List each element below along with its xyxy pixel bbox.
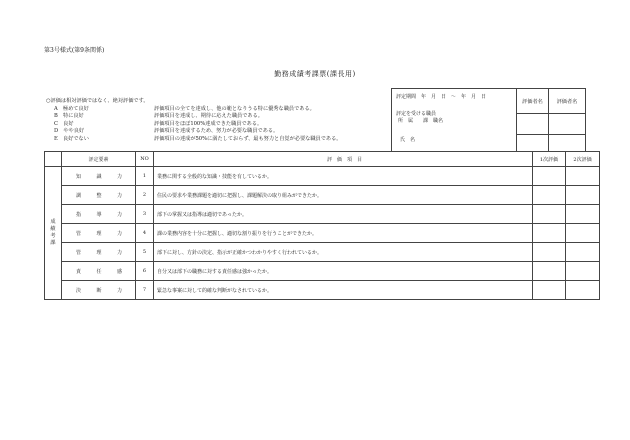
grade-key: D やや良好 [54,128,85,135]
second-eval-cell[interactable] [566,205,600,224]
evaluation-period[interactable]: 評定期間 年 月 日 ～ 年 月 日 [396,94,487,100]
rater-2-name-field[interactable] [549,114,585,135]
second-eval-cell[interactable] [566,167,600,186]
element-header: 評定要素 [62,152,136,167]
grading-legend [46,98,342,144]
no-cell: 1 [136,167,154,186]
element-cell: 管 理 力 [62,243,136,262]
subject-label: 評定を受ける職員 [396,111,437,117]
first-eval-cell[interactable] [533,243,566,262]
first-eval-cell[interactable] [533,262,566,281]
first-eval-cell[interactable] [533,224,566,243]
table-row [45,224,600,243]
evaluation-info-box [391,88,517,152]
second-eval-cell[interactable] [566,224,600,243]
second-eval-cell[interactable] [566,243,600,262]
grade-desc: 評価項目を達成するため、努力が必要な職員である。 [154,128,279,135]
table-row [45,243,600,262]
rater-2-label: 評価者名 [549,89,585,114]
table-row [45,281,600,300]
no-cell: 4 [136,224,154,243]
second-eval-cell[interactable] [566,262,600,281]
evaluation-table [44,151,600,300]
grade-row [46,113,342,121]
item-cell: 部下の掌握又は指導は適切であったか。 [154,205,533,224]
page-title: 勤務成績考課票(課長用) [274,70,356,78]
second-eval-header: 2次評価 [566,152,600,167]
rater-2-box [548,88,586,152]
element-cell: 知 識 力 [62,167,136,186]
rater-1-name-field[interactable] [517,114,548,135]
second-eval-cell[interactable] [566,281,600,300]
first-eval-header: 1次評価 [533,152,566,167]
item-cell: 自分又は部下の職務に対する責任感は強かったか。 [154,262,533,281]
name-field[interactable]: 氏 名 [400,137,416,143]
no-cell: 3 [136,205,154,224]
document-number: 第3号様式(第9条関係) [44,47,105,54]
second-eval-cell[interactable] [566,186,600,205]
first-eval-cell[interactable] [533,167,566,186]
no-header: NO [136,152,154,167]
item-cell: 緊急な事案に対して的確な判断がなされているか。 [154,281,533,300]
table-row [45,262,600,281]
table-header-row [45,152,600,167]
grade-desc: 評価項目の全てを達成し、他の範となりうる特に優秀な職員である。 [154,105,315,112]
no-cell: 6 [136,262,154,281]
table-row [45,186,600,205]
no-cell: 2 [136,186,154,205]
grade-key: C 良好 [54,120,74,127]
grade-desc: 評価項目の達成が50%に満たしておらず、最も努力と自覚が必要な職員である。 [154,135,342,142]
grade-row [46,136,342,144]
item-cell: 業務に関する全般的な知識・技能を有しているか。 [154,167,533,186]
item-cell: 住民の要求や業務課題を適切に把握し、課題解決の取り組みができたか。 [154,186,533,205]
grading-intro: ○評価は相対評価ではなく、絶対評価です。 [46,98,149,104]
grade-desc: 評価項目を達成し、期待に応えた職員である。 [154,113,263,120]
no-cell: 7 [136,281,154,300]
table-row [45,205,600,224]
element-cell: 指 導 力 [62,205,136,224]
first-eval-cell[interactable] [533,281,566,300]
grade-desc: 評価項目をほぼ100%達成できた職員である。 [154,120,263,127]
grade-key: E 良好でない [54,135,89,142]
grade-key: B 特に良好 [54,113,84,120]
rater-1-label: 評価者名 [517,89,548,114]
grade-row [46,128,342,136]
no-cell: 5 [136,243,154,262]
item-header: 評 価 項 目 [154,152,533,167]
element-cell: 責 任 感 [62,262,136,281]
grade-key: A 極めて良好 [54,105,89,112]
element-cell: 管 理 力 [62,224,136,243]
category-header-spacer [45,152,62,167]
table-row [45,167,600,186]
element-cell: 調 整 力 [62,186,136,205]
item-cell: 部下に対し、方針の決定、指示が正確かつわかりやすく行われているか。 [154,243,533,262]
department-title-field[interactable]: 所 属 課 職名 [398,118,444,124]
first-eval-cell[interactable] [533,205,566,224]
item-cell: 課の業務内容を十分に把握し、適切な割り振りを行うことができたか。 [154,224,533,243]
first-eval-cell[interactable] [533,186,566,205]
rater-1-box [516,88,549,152]
element-cell: 決 断 力 [62,281,136,300]
category-label: 成績考課 [45,167,62,300]
